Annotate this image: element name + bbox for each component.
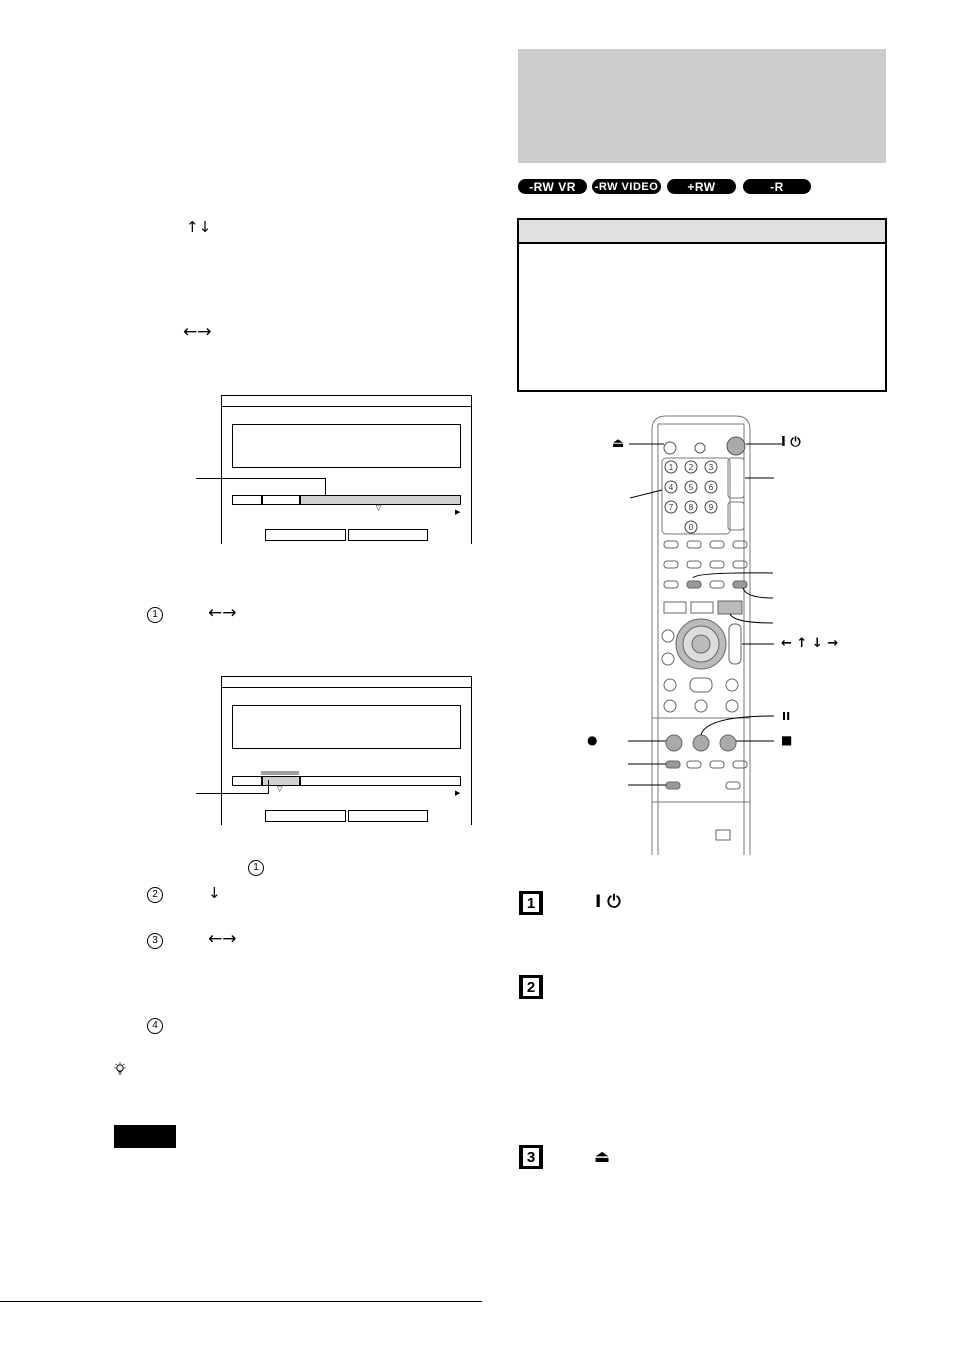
timeline-segment-a xyxy=(232,776,262,786)
timeline-segment-b xyxy=(262,495,300,505)
remote-number-key-label: 6 xyxy=(708,483,714,492)
info-box xyxy=(517,218,887,392)
remote-number-key-label: 7 xyxy=(668,503,674,512)
scroll-right-indicator: ▶ xyxy=(455,790,461,797)
screen-button-left xyxy=(265,529,346,541)
screen-message-box xyxy=(232,424,461,468)
step-2-label: 2 xyxy=(523,978,539,996)
screen-button-left xyxy=(265,810,346,822)
eject-icon: ⏏ xyxy=(612,436,625,451)
callout-line-2 xyxy=(196,793,269,794)
screen-button-right xyxy=(348,810,428,822)
callout-line-1-vertical xyxy=(325,478,326,496)
remote-number-key-label: 1 xyxy=(668,463,674,472)
footer-rule xyxy=(0,1301,482,1302)
notes-badge xyxy=(114,1125,176,1148)
remote-number-key-label: 8 xyxy=(688,503,694,512)
timeline-segment-a xyxy=(232,495,262,505)
step-2-marker xyxy=(519,975,543,999)
timeline-bar xyxy=(300,776,461,786)
substep-3-number: 3 xyxy=(147,933,163,949)
step-3-marker xyxy=(519,1145,543,1169)
info-box-caption xyxy=(519,220,885,244)
screen-title-bar xyxy=(222,396,471,407)
callout-line-2-vertical xyxy=(268,780,269,794)
screen-button-right xyxy=(348,529,428,541)
substep-1-number: 1 xyxy=(147,607,163,623)
eject-icon: ⏏ xyxy=(594,1147,611,1167)
timeline-marker: ▽ xyxy=(376,505,382,512)
disc-badge-rw-video: -RW VIDEO xyxy=(592,179,661,194)
arrow-keys-icon: ← ↑ ↓ → xyxy=(781,636,839,651)
screen-edge-2 xyxy=(221,793,222,824)
remote-number-key-label: 9 xyxy=(708,503,714,512)
screen-message-box xyxy=(232,705,461,749)
disc-badge-plus-rw: +RW xyxy=(667,179,736,194)
remote-number-key-label: 2 xyxy=(688,463,694,472)
section-header-band xyxy=(518,49,886,163)
callout-line-1 xyxy=(196,478,326,479)
left-right-arrows-icon: ←→ xyxy=(183,322,212,342)
left-right-arrows-icon: ←→ xyxy=(208,603,237,623)
record-icon: ● xyxy=(587,733,598,747)
remote-number-key-label: 0 xyxy=(688,523,694,532)
remote-number-key-label: 4 xyxy=(668,483,674,492)
pause-icon: II xyxy=(782,710,791,723)
screen-edge-1 xyxy=(221,478,222,542)
power-icon: I ⏻ xyxy=(595,892,621,912)
substep-4-number: 4 xyxy=(147,1018,163,1034)
step-1-marker xyxy=(519,891,543,915)
up-down-arrows-icon: ↑↓ xyxy=(186,218,212,236)
timeline-marker: ▽ xyxy=(277,786,283,793)
step-1-label: 1 xyxy=(523,894,539,912)
remote-number-key-label: 5 xyxy=(688,483,694,492)
disc-badge-rw-vr: -RW VR xyxy=(518,179,587,194)
remote-number-key-label: 3 xyxy=(708,463,714,472)
power-icon: I ⏻ xyxy=(781,435,801,450)
stop-icon: ■ xyxy=(781,733,793,747)
screen-illustration-1 xyxy=(221,395,472,544)
screen-illustration-2 xyxy=(221,676,472,825)
left-right-arrows-icon: ←→ xyxy=(208,929,237,949)
lightbulb-icon xyxy=(113,1062,127,1076)
step-3-label: 3 xyxy=(523,1148,539,1166)
scroll-right-indicator: ▶ xyxy=(455,509,461,516)
remote-control-icon xyxy=(560,410,860,855)
substep-reference-1: 1 xyxy=(248,860,264,876)
screen-title-bar xyxy=(222,677,471,688)
substep-2-number: 2 xyxy=(147,887,163,903)
down-arrow-icon: ↓ xyxy=(208,884,221,902)
timeline-selection-highlight xyxy=(261,771,299,775)
disc-badge-r: -R xyxy=(743,179,811,194)
